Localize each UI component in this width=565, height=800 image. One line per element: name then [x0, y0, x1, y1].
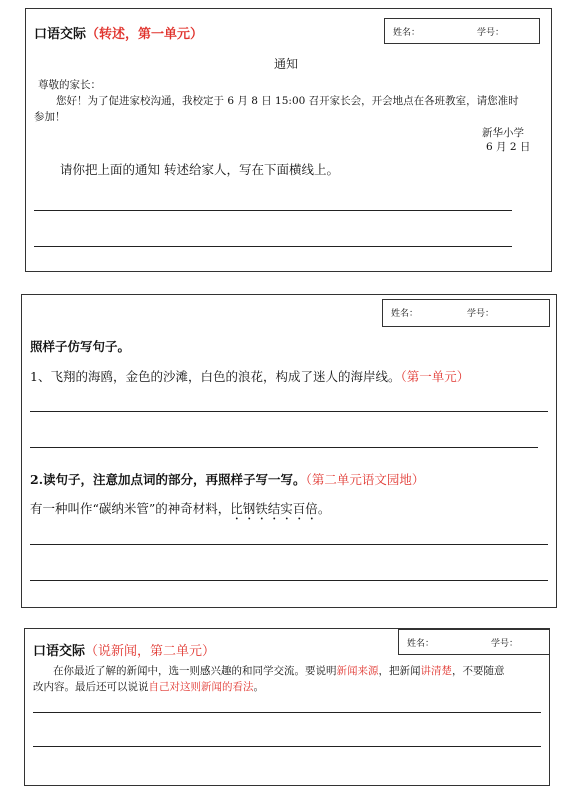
prompt-line1	[53, 663, 505, 678]
instruction-text: 请你把上面的通知 转述给家人，写在下面横线上。	[60, 162, 339, 177]
student-info-box	[384, 18, 540, 44]
name-label: 姓名：	[407, 639, 435, 649]
section-heading: 照样子仿写句子。	[30, 339, 131, 354]
notice-signature: 新华小学	[482, 127, 524, 139]
card-title	[33, 640, 215, 659]
example-sentence	[30, 499, 330, 523]
student-id-label: 学号：	[477, 28, 505, 38]
highlight-own-opinion: 自己对这则新闻的看法	[148, 681, 254, 693]
example-sentence-after: 。	[317, 501, 331, 516]
card-title	[34, 23, 203, 42]
prompt-text: 。	[253, 681, 264, 693]
oral-communication-card-news	[24, 628, 550, 786]
unit-tag: （第二单元语文园地）	[305, 472, 425, 487]
card-title-text: 口语交际	[34, 27, 87, 42]
card-title-text: 口语交际	[33, 644, 86, 659]
student-info-box	[398, 629, 550, 655]
name-label: 姓名：	[393, 28, 421, 38]
notice-body-line1: 您好！为了促进家校沟通，我校定于 6 月 8 日 15:00 召开家长会，开会地点在各班教室，请您准时	[56, 95, 519, 107]
answer-line[interactable]	[33, 712, 541, 713]
question-1-text: 1、飞翔的海鸥，金色的沙滩，白色的浪花，构成了迷人的海岸线。	[30, 369, 401, 384]
unit-tag: （说新闻，第二单元）	[85, 644, 216, 659]
emphasized-words: 比钢铁结实百倍	[230, 501, 318, 516]
notice-title: 通知	[274, 57, 299, 71]
student-info-box	[382, 299, 550, 327]
answer-line[interactable]	[30, 411, 548, 412]
example-sentence-before: 有一种叫作“碳纳米管”的神奇材料，	[30, 501, 231, 516]
question-1	[30, 367, 469, 385]
sentence-imitation-card	[21, 294, 557, 608]
answer-line[interactable]	[34, 246, 512, 247]
answer-line[interactable]	[33, 746, 541, 747]
unit-tag: （第一单元）	[400, 369, 470, 384]
answer-line[interactable]	[30, 544, 548, 545]
answer-line[interactable]	[30, 447, 538, 448]
prompt-line2	[33, 679, 264, 694]
notice-date: 6 月 2 日	[486, 141, 531, 153]
highlight-news-source: 新闻来源	[336, 665, 379, 677]
answer-line[interactable]	[30, 580, 548, 581]
prompt-text: ，不要随意	[452, 665, 505, 677]
name-label: 姓名：	[391, 309, 419, 319]
prompt-text: 在你最近了解的新闻中，选一则感兴趣的和同学交流。要说明	[53, 665, 337, 677]
unit-tag: （转述，第一单元）	[86, 27, 204, 42]
notice-greeting: 尊敬的家长：	[38, 79, 101, 91]
answer-line[interactable]	[34, 210, 512, 211]
notice-body-line2: 参加！	[34, 111, 66, 123]
oral-communication-card-retell	[25, 8, 552, 272]
student-id-label: 学号：	[491, 639, 519, 649]
student-id-label: 学号：	[467, 309, 495, 319]
prompt-text: ，把新闻	[378, 665, 421, 677]
highlight-explain-clearly: 讲清楚	[420, 665, 452, 677]
prompt-text: 改内容。最后还可以说说	[33, 681, 149, 693]
question-2-text: 2.读句子，注意加点词的部分，再照样子写一写。	[30, 472, 306, 487]
question-2	[30, 470, 424, 488]
